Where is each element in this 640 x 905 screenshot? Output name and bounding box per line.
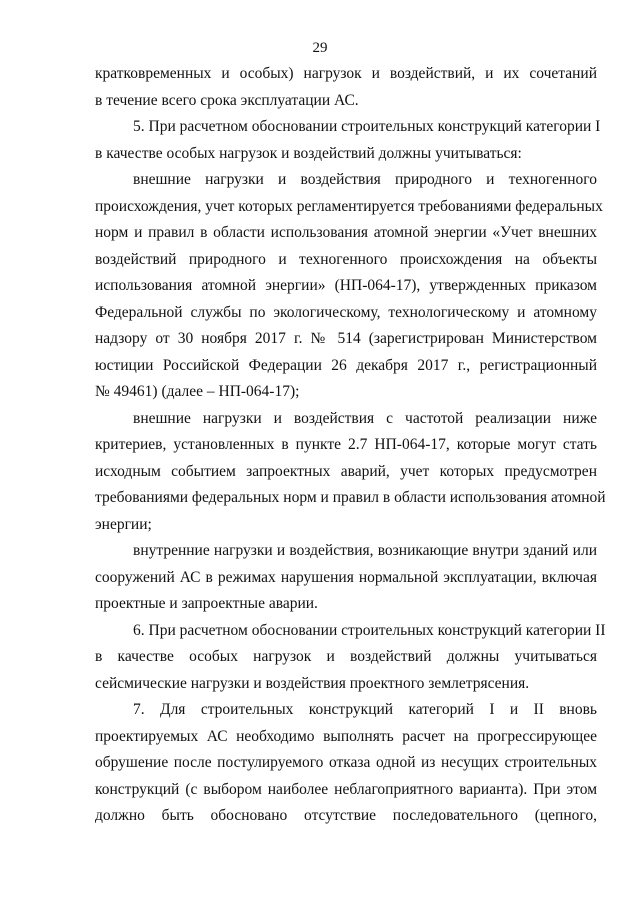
text-line: в течение всего срока эксплуатации АС. bbox=[95, 92, 359, 109]
text-line: кратковременных и особых) нагрузок и воздействий, и их сочетаний bbox=[95, 65, 597, 82]
text-line: Федеральной службы по экологическому, технологическому и атомному bbox=[95, 304, 597, 321]
paragraph-5-start: 5. При расчетном обосновании строительных конструкций категории I bbox=[133, 118, 601, 135]
text-line: энергии; bbox=[95, 516, 152, 533]
text-line: критериев, установленных в пункте 2.7 НП-064-17, которые могут стать bbox=[95, 436, 597, 453]
text-line: в качестве особых нагрузок и воздействий должны учитываться bbox=[95, 648, 597, 665]
text-line: должно быть обосновано отсутствие последовательного (цепного, bbox=[95, 807, 597, 824]
text-line: происхождения, учет которых регламентируется требованиями федеральных bbox=[95, 198, 603, 215]
page-number: 29 bbox=[312, 40, 328, 56]
text-line: проектируемых АС необходимо выполнять расчет на прогрессирующее bbox=[95, 728, 597, 745]
list-item-start: внутренние нагрузки и воздействия, возникающие внутри зданий или bbox=[133, 542, 597, 559]
text-line: сейсмические нагрузки и воздействия проектного землетрясения. bbox=[95, 675, 530, 692]
paragraph-7-start: 7. Для строительных конструкций категорий I и II вновь bbox=[133, 701, 597, 718]
text-line: исходным событием запроектных аварий, учет которых предусмотрен bbox=[95, 463, 597, 480]
paragraph-6-start: 6. При расчетном обосновании строительных конструкций категории II bbox=[133, 622, 606, 639]
text-line: воздействий природного и техногенного происхождения на объекты bbox=[95, 251, 597, 268]
text-line: требованиями федеральных норм и правил в области использования атомной bbox=[95, 489, 606, 506]
text-line: в качестве особых нагрузок и воздействий должны учитываться: bbox=[95, 145, 522, 162]
text-line: надзору от 30 ноября 2017 г. № 514 (зарегистрирован Министерством bbox=[95, 330, 597, 347]
text-line: юстиции Российской Федерации 26 декабря 2017 г., регистрационный bbox=[95, 357, 597, 374]
text-line: использования атомной энергии» (НП-064-17), утвержденных приказом bbox=[95, 277, 597, 294]
text-line: сооружений АС в режимах нарушения нормальной эксплуатации, включая bbox=[95, 569, 597, 586]
text-line: обрушение после постулируемого отказа одной из несущих строительных bbox=[95, 754, 597, 771]
list-item-start: внешние нагрузки и воздействия природного и техногенного bbox=[133, 171, 597, 188]
text-line: норм и правил в области использования атомной энергии «Учет внешних bbox=[95, 224, 597, 241]
text-line: проектные и запроектные аварии. bbox=[95, 595, 318, 612]
text-line: конструкций (с выбором наиболее неблагоприятного варианта). При этом bbox=[95, 781, 597, 798]
text-line: № 49461) (далее – НП-064-17); bbox=[95, 383, 300, 400]
list-item-start: внешние нагрузки и воздействия с частотой реализации ниже bbox=[133, 410, 597, 427]
